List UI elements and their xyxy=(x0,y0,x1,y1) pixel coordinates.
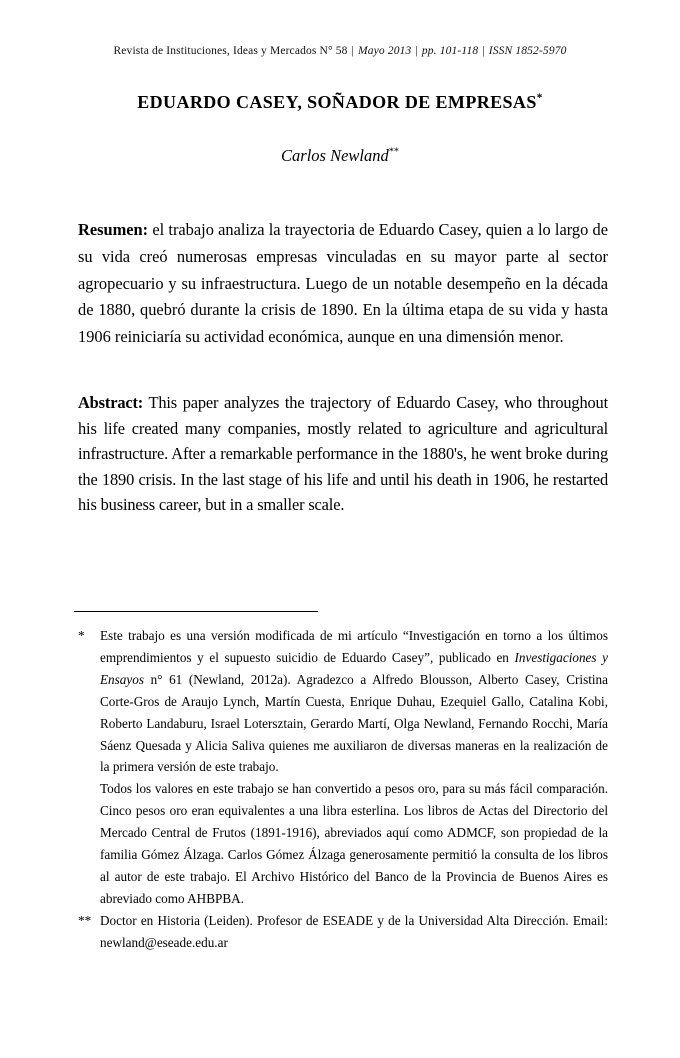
abstract-text: This paper analyzes the trajectory of Eduardo Casey, who throughout his life created many companies, mostly related to agriculture and agricultural infrastructure. After a remarkable performance in the 1880's, he went broke during the 1890 crisis. In the last stage of his life and until his death in 1906, he restarted his business career, but in a smaller scale. xyxy=(78,393,608,515)
author-line xyxy=(0,146,680,166)
footnote-star-paragraph-1 xyxy=(100,625,608,778)
footnote-star-body xyxy=(100,625,608,910)
header-separator: | xyxy=(482,45,485,57)
abstract-paragraph xyxy=(78,390,608,518)
footnote-star-p1-before: Este trabajo es una versión modificada de mi artículo “Investigación en torno a los últimos emprendimientos y el supuesto suicidio de Eduardo Casey”, publicado en xyxy=(100,628,608,665)
abstract-label: Abstract: xyxy=(78,393,144,412)
footnote-star xyxy=(78,625,608,910)
journal-name: Revista de Instituciones, Ideas y Mercados N° 58 xyxy=(113,45,348,57)
footnote-star-marker: * xyxy=(78,628,85,643)
header-separator: | xyxy=(415,45,418,57)
footnote-doublestar-body xyxy=(100,910,608,954)
author-name: Carlos Newland xyxy=(281,146,389,165)
footnote-star-p1-after: n° 61 (Newland, 2012a). Agradezco a Alfredo Blousson, Alberto Casey, Cristina Corte-Gros de Araujo Lynch, Martín Cuesta, Enrique Duhau, Ezequiel Gallo, Catalina Kobi, Roberto Landaburu, Israel Lotersztain, Gerardo Martí, Olga Newland, Fernando Rocchi, María Sáenz Quesada y Alicia Saliva quienes me auxiliaron de diversas maneras en la realización de la primera versión de este trabajo. xyxy=(100,671,608,775)
author-footnote-marker: ** xyxy=(388,146,399,158)
issn: ISSN 1852-5970 xyxy=(488,45,567,57)
article-title-text: EDUARDO CASEY, SOÑADOR DE EMPRESAS xyxy=(137,92,537,112)
title-footnote-marker: * xyxy=(536,92,543,104)
resumen-label: Resumen: xyxy=(78,220,149,239)
footnote-doublestar-paragraph: Doctor en Historia (Leiden). Profesor de ESEADE y de la Universidad Alta Dirección. Email: newland@eseade.edu.ar xyxy=(100,912,608,950)
footnote-doublestar xyxy=(78,910,608,954)
resumen-paragraph xyxy=(78,217,608,351)
footnote-star-paragraph-2: Todos los valores en este trabajo se han convertido a pesos oro, para su más fácil comparación. Cinco pesos oro eran equivalentes a una libra esterlina. Los libros de Actas del Directorio del Mercado Central de Frutos (1891-1916), abreviados aquí como ADMCF, son propiedad de la familia Gómez Álzaga. Carlos Gómez Álzaga generosamente permitió la consulta de los libros al autor de este trabajo. El Archivo Histórico del Banco de la Provincia de Buenos Aires es abreviado como AHBPBA. xyxy=(100,781,608,906)
page-range: pp. 101-118 xyxy=(421,45,479,57)
article-title xyxy=(0,92,680,113)
journal-header xyxy=(0,45,680,57)
footnote-doublestar-marker: ** xyxy=(78,912,92,928)
footnote-star-p1-italic: Investigaciones y Ensayos xyxy=(100,649,608,687)
footnotes-section xyxy=(78,625,608,954)
issue-date: Mayo 2013 xyxy=(358,45,412,57)
resumen-text: el trabajo analiza la trayectoria de Eduardo Casey, quien a lo largo de su vida creó numerosas empresas vinculadas en su mayor parte al sector agropecuario y su infraestructura. Luego de un notable desempeño en la década de 1880, quebró durante la crisis de 1890. En la última etapa de su vida y hasta 1906 reiniciaría su actividad económica, aunque en una dimensión menor. xyxy=(78,220,608,347)
header-separator: | xyxy=(351,45,354,57)
footnote-rule xyxy=(74,611,318,612)
